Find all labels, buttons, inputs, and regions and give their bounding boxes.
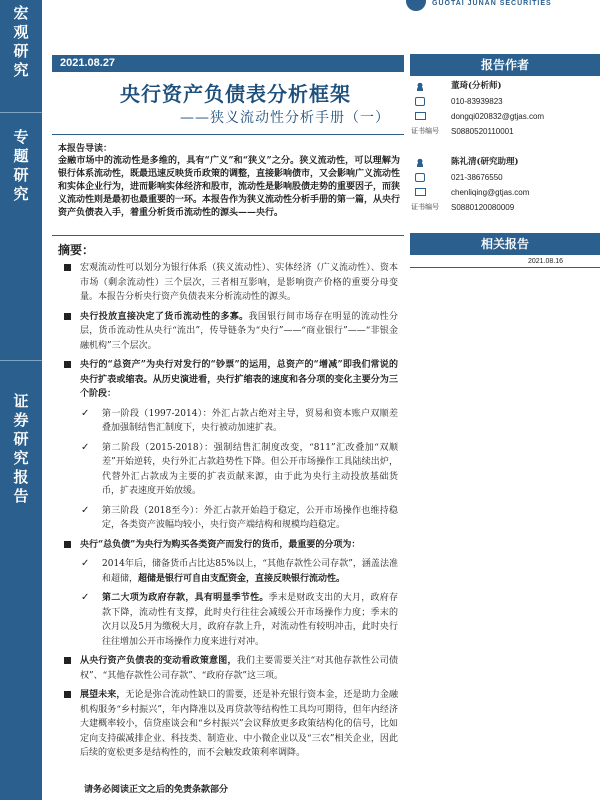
square-bullet-icon — [64, 541, 71, 548]
authors-heading: 报告作者 — [410, 54, 600, 76]
company-logo — [406, 0, 600, 14]
checkmark-icon: ✓ — [81, 441, 90, 453]
checkmark-icon: ✓ — [81, 504, 90, 516]
sidebar-divider — [0, 112, 42, 113]
analyst-email[interactable]: chenliqing@gtjas.com — [451, 188, 530, 197]
analyst-cert: S0880120080009 — [451, 203, 515, 212]
square-bullet-icon — [64, 691, 71, 698]
analyst-phone: 010-83939823 — [451, 97, 503, 106]
summary-item: 央行“总负债”为央行为购买各类资产而发行的货币，最重要的分项为： — [62, 538, 398, 553]
cert-label: 证书编号 — [411, 128, 439, 135]
summary-subitem: ✓ 2014年后，储备货币占比达85%以上，“其他存款性公司存款”，涵盖法准和超储，超储是银行可自由支配资金，直接反映银行流动性。 — [81, 558, 398, 584]
person-icon — [415, 82, 425, 91]
disclaimer-footer: 请务必阅读正文之后的免责条款部分 — [84, 785, 229, 795]
analyst-card — [411, 79, 600, 139]
checkmark-icon: ✓ — [81, 592, 90, 603]
sidebar-divider — [0, 360, 42, 361]
sidebar-section-macro: 宏 观 研 究 — [13, 4, 29, 79]
checkmark-icon: ✓ — [81, 407, 90, 419]
summary-subitem: ✓ 第一阶段（1997-2014）：外汇占款占绝对主导，贸易和资本账户双顺差叠加强制结售汇制度下，央行被动加速扩表。 — [81, 407, 398, 433]
summary-item: 央行投放直接决定了货币流动性的多寡。我国银行间市场存在明显的流动性分层，货币流动性从央行“流出”，传导链条为“央行”——“商业银行”——“非银金融机构”三个层次。 — [62, 310, 398, 354]
guide-text: 金融市场中的流动性是多维的，具有“广义”和“狭义”之分。狭义流动性，可以理解为银行体系流动性，既最迅速反映货币政策的调整，直接影响债市，又会影响广义流动性和实体企业行为，进而影响实体经济和股市，流动性是影响股债走势的重要因子，而狭义流动性则是最初也最重要的一环。本报告作为狭义流动性分析手册的第一篇，从央行资产负债表入手，着重分析货币流动性的源头——央行。 — [58, 156, 401, 218]
summary-subitem: ✓ 第二大项为政府存款，具有明显季节性。季末是财政支出的大月，政府存款下降，流动性有支撑，此时央行往往会减缓公开市场操作力度；季末的次月以及5月为缴税大月，政府存款上升，对流动性有较明冲击，此时央行往往增加公开市场操作力度来进行对冲。 — [81, 592, 398, 647]
square-bullet-icon — [64, 657, 71, 664]
analyst-phone: 021-38676550 — [451, 173, 503, 182]
guide-divider — [52, 235, 404, 236]
phone-icon — [415, 173, 425, 182]
title-divider — [52, 134, 404, 135]
logo-text: GUOTAI JUNAN SECURITIES — [432, 0, 552, 7]
analyst-cert: S0880520110001 — [451, 127, 514, 136]
person-icon — [415, 158, 425, 167]
related-report-date[interactable]: 2021.08.16 — [528, 258, 564, 265]
analyst-name: 董琦(分析师) — [451, 81, 502, 91]
mail-icon — [415, 112, 426, 120]
analyst-email[interactable]: dongqi020832@gtjas.com — [451, 112, 545, 121]
summary-item: 展望未来，无论是弥合流动性缺口的需要，还是补充银行资本金，还是助力金融机构服务“乡村振兴”，年内降准以及再贷款等结构性工具均可期待，但年内经济大建概率较小，信贷座谈会和“乡村振兴”会议释放更多政策结构化的信号，比如定向支持碳减排企业、科技类、制造业、中小微企业以及“三农”相关企业，因此后续的宽松更多是结构性的，而不会触发政策利率调降。 — [62, 688, 398, 761]
report-subtitle: ——狭义流动性分析手册（一） — [180, 110, 390, 126]
summary-item: 央行的“总资产”为央行对发行的“钞票”的运用，总资产的“增减”即我们常说的央行扩表或缩表。从历史演进看，央行扩缩表的速度和各分项的变化主要分为三个阶段： — [62, 358, 398, 402]
phone-icon — [415, 97, 425, 106]
summary-subitem: ✓ 第二阶段（2015-2018）：强制结售汇制度改变，“811”汇改叠加“双顺差”开始逆转，央行外汇占款趋势性下降。但公开市场操作工具陆续出炉，代替外汇占款成为主要的扩表贡献来源，由于此为央行主动投放基础货币，扩表速度开始放缓。 — [81, 441, 398, 496]
sidebar-section-special: 专 题 研 究 — [13, 128, 29, 203]
checkmark-icon: ✓ — [81, 558, 90, 569]
mail-icon — [415, 188, 426, 196]
summary-subitem: ✓ 第三阶段（2018至今）：外汇占款开始趋于稳定，公开市场操作也维持稳定，各类资产波幅均较小，央行资产端结构和规模均趋稳定。 — [81, 504, 398, 530]
report-title: 央行资产负债表分析框架 — [120, 82, 351, 106]
summary-item: 宏观流动性可以划分为银行体系（狭义流动性）、实体经济（广义流动性）、资本市场（剩余流动性）三个层次，三者相互影响，是影响资产价格的重要分母变量。本报告分析央行资产负债表来分析流动性的源头。 — [62, 261, 398, 305]
report-date: 2021.08.27 — [60, 57, 116, 69]
summary-heading: 摘要： — [58, 243, 95, 257]
analyst-card — [411, 155, 600, 215]
cert-label: 证书编号 — [411, 204, 439, 211]
related-reports-heading: 相关报告 — [410, 233, 600, 255]
logo-mark-icon — [406, 0, 426, 11]
guide-heading: 本报告导读： — [58, 144, 113, 154]
analyst-name: 陈礼清(研究助理) — [451, 157, 519, 167]
date-banner — [52, 55, 404, 72]
square-bullet-icon — [64, 361, 71, 368]
summary-list — [62, 261, 398, 766]
summary-item: 从央行资产负债表的变动看政策意图，我们主要需要关注“对其他存款性公司债权”、“其他存款性公司存款”、“政府存款”这三项。 — [62, 654, 398, 683]
sidebar-section-report: 证 券 研 究 报 告 — [13, 392, 29, 505]
square-bullet-icon — [64, 264, 71, 271]
square-bullet-icon — [64, 313, 71, 320]
related-divider — [410, 267, 600, 268]
